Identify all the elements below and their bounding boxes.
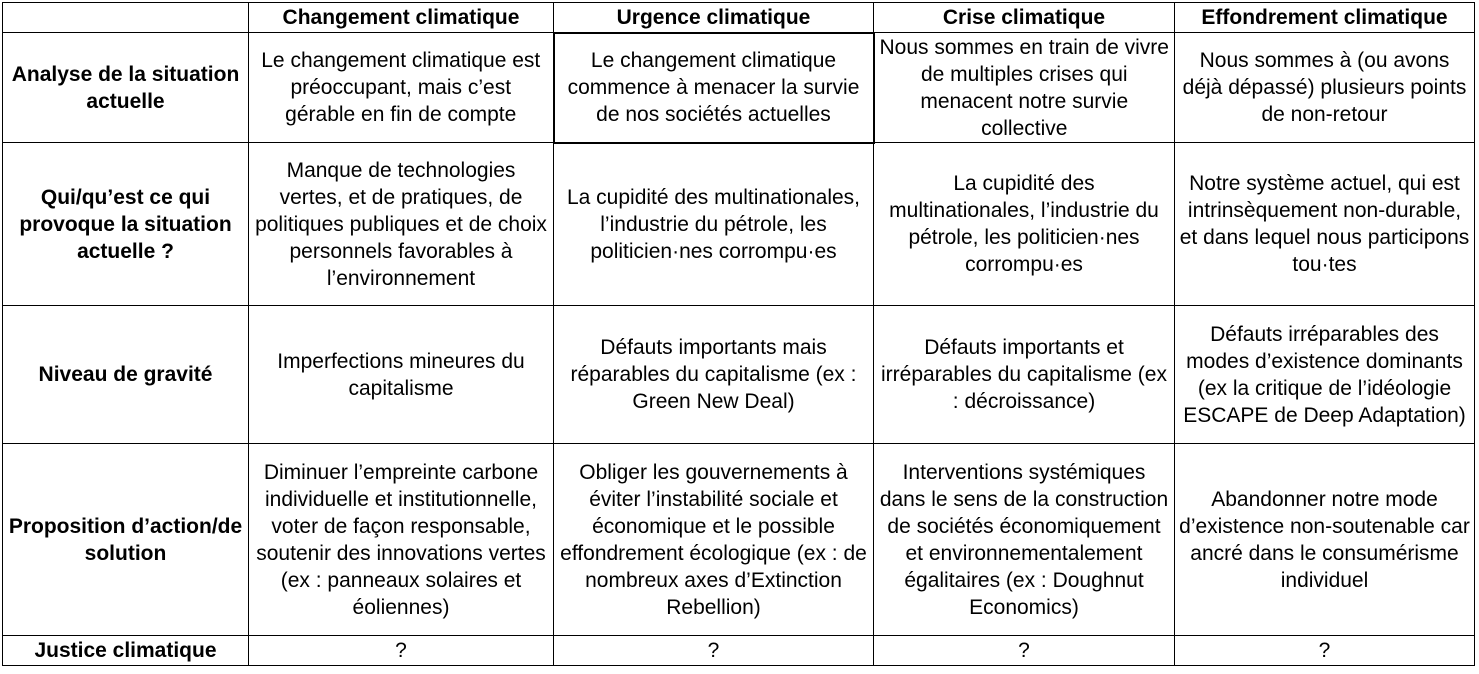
table-cell: Imperfections mineures du capitalisme [249, 306, 554, 444]
table-cell: Diminuer l’empreinte carbone individuelle et institutionnelle, voter de façon responsable, soutenir des innovations vertes (ex : panneaux solaires et éoliennes) [249, 444, 554, 636]
row-header-cause: Qui/qu’est ce qui provoque la situation actuelle ? [3, 143, 249, 306]
table-cell: Abandonner notre mode d’existence non-soutenable car ancré dans le consumérisme individuel [1175, 444, 1475, 636]
table-cell: ? [874, 636, 1175, 666]
col-header-effondrement: Effondrement climatique [1175, 3, 1475, 33]
table-cell-selected: Le changement climatique commence à menacer la survie de nos sociétés actuelles [554, 33, 874, 143]
row-header-justice: Justice climatique [3, 636, 249, 666]
row-header-analyse: Analyse de la situation actuelle [3, 33, 249, 143]
table-cell: Nous sommes à (ou avons déjà dépassé) plusieurs points de non-retour [1175, 33, 1475, 143]
table-row [3, 636, 1475, 666]
table-cell: Défauts importants mais réparables du capitalisme (ex : Green New Deal) [554, 306, 874, 444]
table-cell: Interventions systémiques dans le sens de la construction de sociétés économiquement et environnementalement égalitaires (ex : Doughnut Economics) [874, 444, 1175, 636]
table-row [3, 444, 1475, 636]
col-header-urgence: Urgence climatique [554, 3, 874, 33]
table-row [3, 306, 1475, 444]
table-cell: ? [249, 636, 554, 666]
table-cell: Défauts importants et irréparables du capitalisme (ex : décroissance) [874, 306, 1175, 444]
table-cell: Obliger les gouvernements à éviter l’instabilité sociale et économique et le possible effondrement écologique (ex : de nombreux axes d’Extinction Rebellion) [554, 444, 874, 636]
table-cell: Manque de technologies vertes, et de pratiques, de politiques publiques et de choix personnels favorables à l’environnement [249, 143, 554, 306]
table-cell: ? [554, 636, 874, 666]
corner-cell [3, 3, 249, 33]
col-header-changement: Changement climatique [249, 3, 554, 33]
table-row [3, 143, 1475, 306]
table-cell: La cupidité des multinationales, l’industrie du pétrole, les politicien·nes corrompu·es [554, 143, 874, 306]
col-header-crise: Crise climatique [874, 3, 1175, 33]
table-cell: Le changement climatique est préoccupant, mais c’est gérable en fin de compte [249, 33, 554, 143]
table-cell: ? [1175, 636, 1475, 666]
table-cell: La cupidité des multinationales, l’industrie du pétrole, les politicien·nes corrompu·es [874, 143, 1175, 306]
table-row [3, 33, 1475, 143]
table-cell: Défauts irréparables des modes d’existence dominants (ex la critique de l’idéologie ESCAPE de Deep Adaptation) [1175, 306, 1475, 444]
row-header-gravite: Niveau de gravité [3, 306, 249, 444]
table-cell: Notre système actuel, qui est intrinsèquement non-durable, et dans lequel nous participons tou·tes [1175, 143, 1475, 306]
row-header-proposition: Proposition d’action/de solution [3, 444, 249, 636]
comparison-table [2, 2, 1475, 666]
table-cell: Nous sommes en train de vivre de multiples crises qui menacent notre survie collective [874, 33, 1175, 143]
header-row [3, 3, 1475, 33]
